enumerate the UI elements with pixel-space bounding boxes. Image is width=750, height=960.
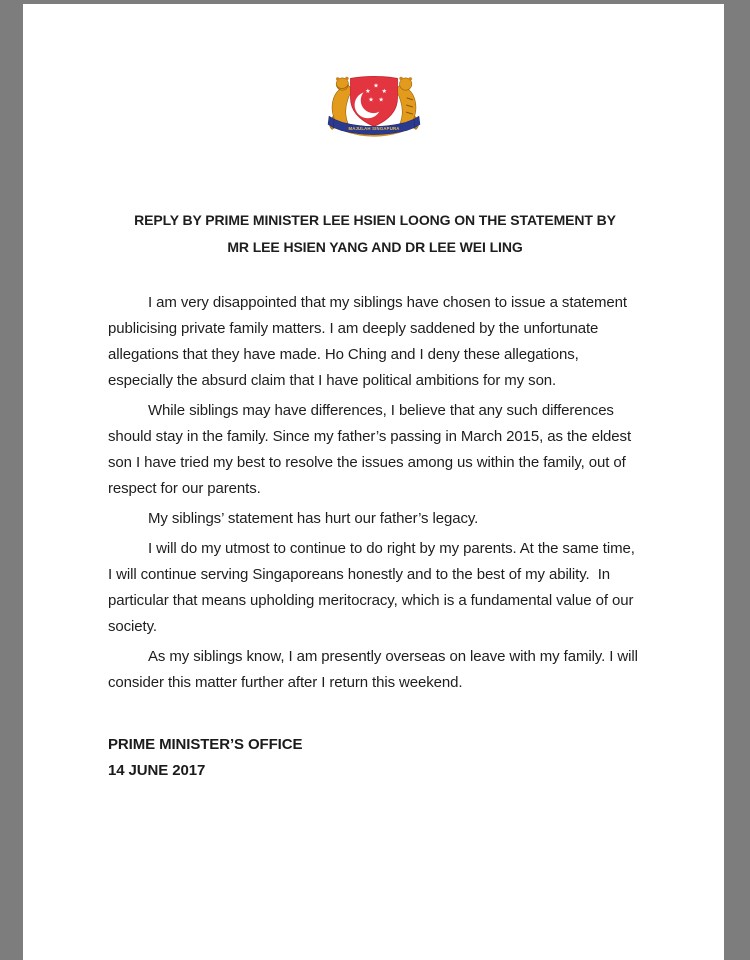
statement-body xyxy=(108,290,642,700)
paragraph-5: As my siblings know, I am presently overseas on leave with my family. I will consider this matter further after I return this weekend. xyxy=(108,648,642,691)
document-page xyxy=(23,4,724,960)
title-line-1: REPLY BY PRIME MINISTER LEE HSIEN LOONG ON THE STATEMENT BY xyxy=(134,212,616,228)
paragraph-1: I am very disappointed that my siblings have chosen to issue a statement publicising private family matters. I am deeply saddened by the unfortunate allegations that they have made. Ho Ching and I deny these allegations, especially the absurd claim that I have political ambitions for my son. xyxy=(108,294,631,389)
crest-motto-text: MAJULAH SINGAPURA xyxy=(347,126,400,132)
svg-text:★: ★ xyxy=(372,82,379,90)
paragraph-3: My siblings’ statement has hurt our father’s legacy. xyxy=(148,510,479,527)
singapore-coat-of-arms xyxy=(326,71,422,141)
paragraph-4: I will do my utmost to continue to do right by my parents. At the same time, I will continue serving Singaporeans honestly and to the best of my ability. In particular that means upholding meritocracy, which is a fundamental value of our society. xyxy=(108,540,639,635)
svg-text:★: ★ xyxy=(377,96,384,104)
svg-text:★: ★ xyxy=(367,96,374,104)
crest-shield xyxy=(350,76,397,126)
footer-date: 14 JUNE 2017 xyxy=(108,762,206,779)
document-title xyxy=(108,207,642,261)
singapore-crest-icon xyxy=(326,71,422,141)
document-footer xyxy=(108,732,642,784)
paragraph-2: While siblings may have differences, I believe that any such differences should stay in the family. Since my father’s passing in March 2015, as the eldest son I have tried my best to resolve the issues among us within the family, out of respect for our parents. xyxy=(108,402,636,497)
svg-text:★: ★ xyxy=(364,88,371,96)
svg-text:★: ★ xyxy=(380,88,387,96)
footer-office: PRIME MINISTER’S OFFICE xyxy=(108,736,303,753)
title-line-2: MR LEE HSIEN YANG AND DR LEE WEI LING xyxy=(227,239,523,255)
